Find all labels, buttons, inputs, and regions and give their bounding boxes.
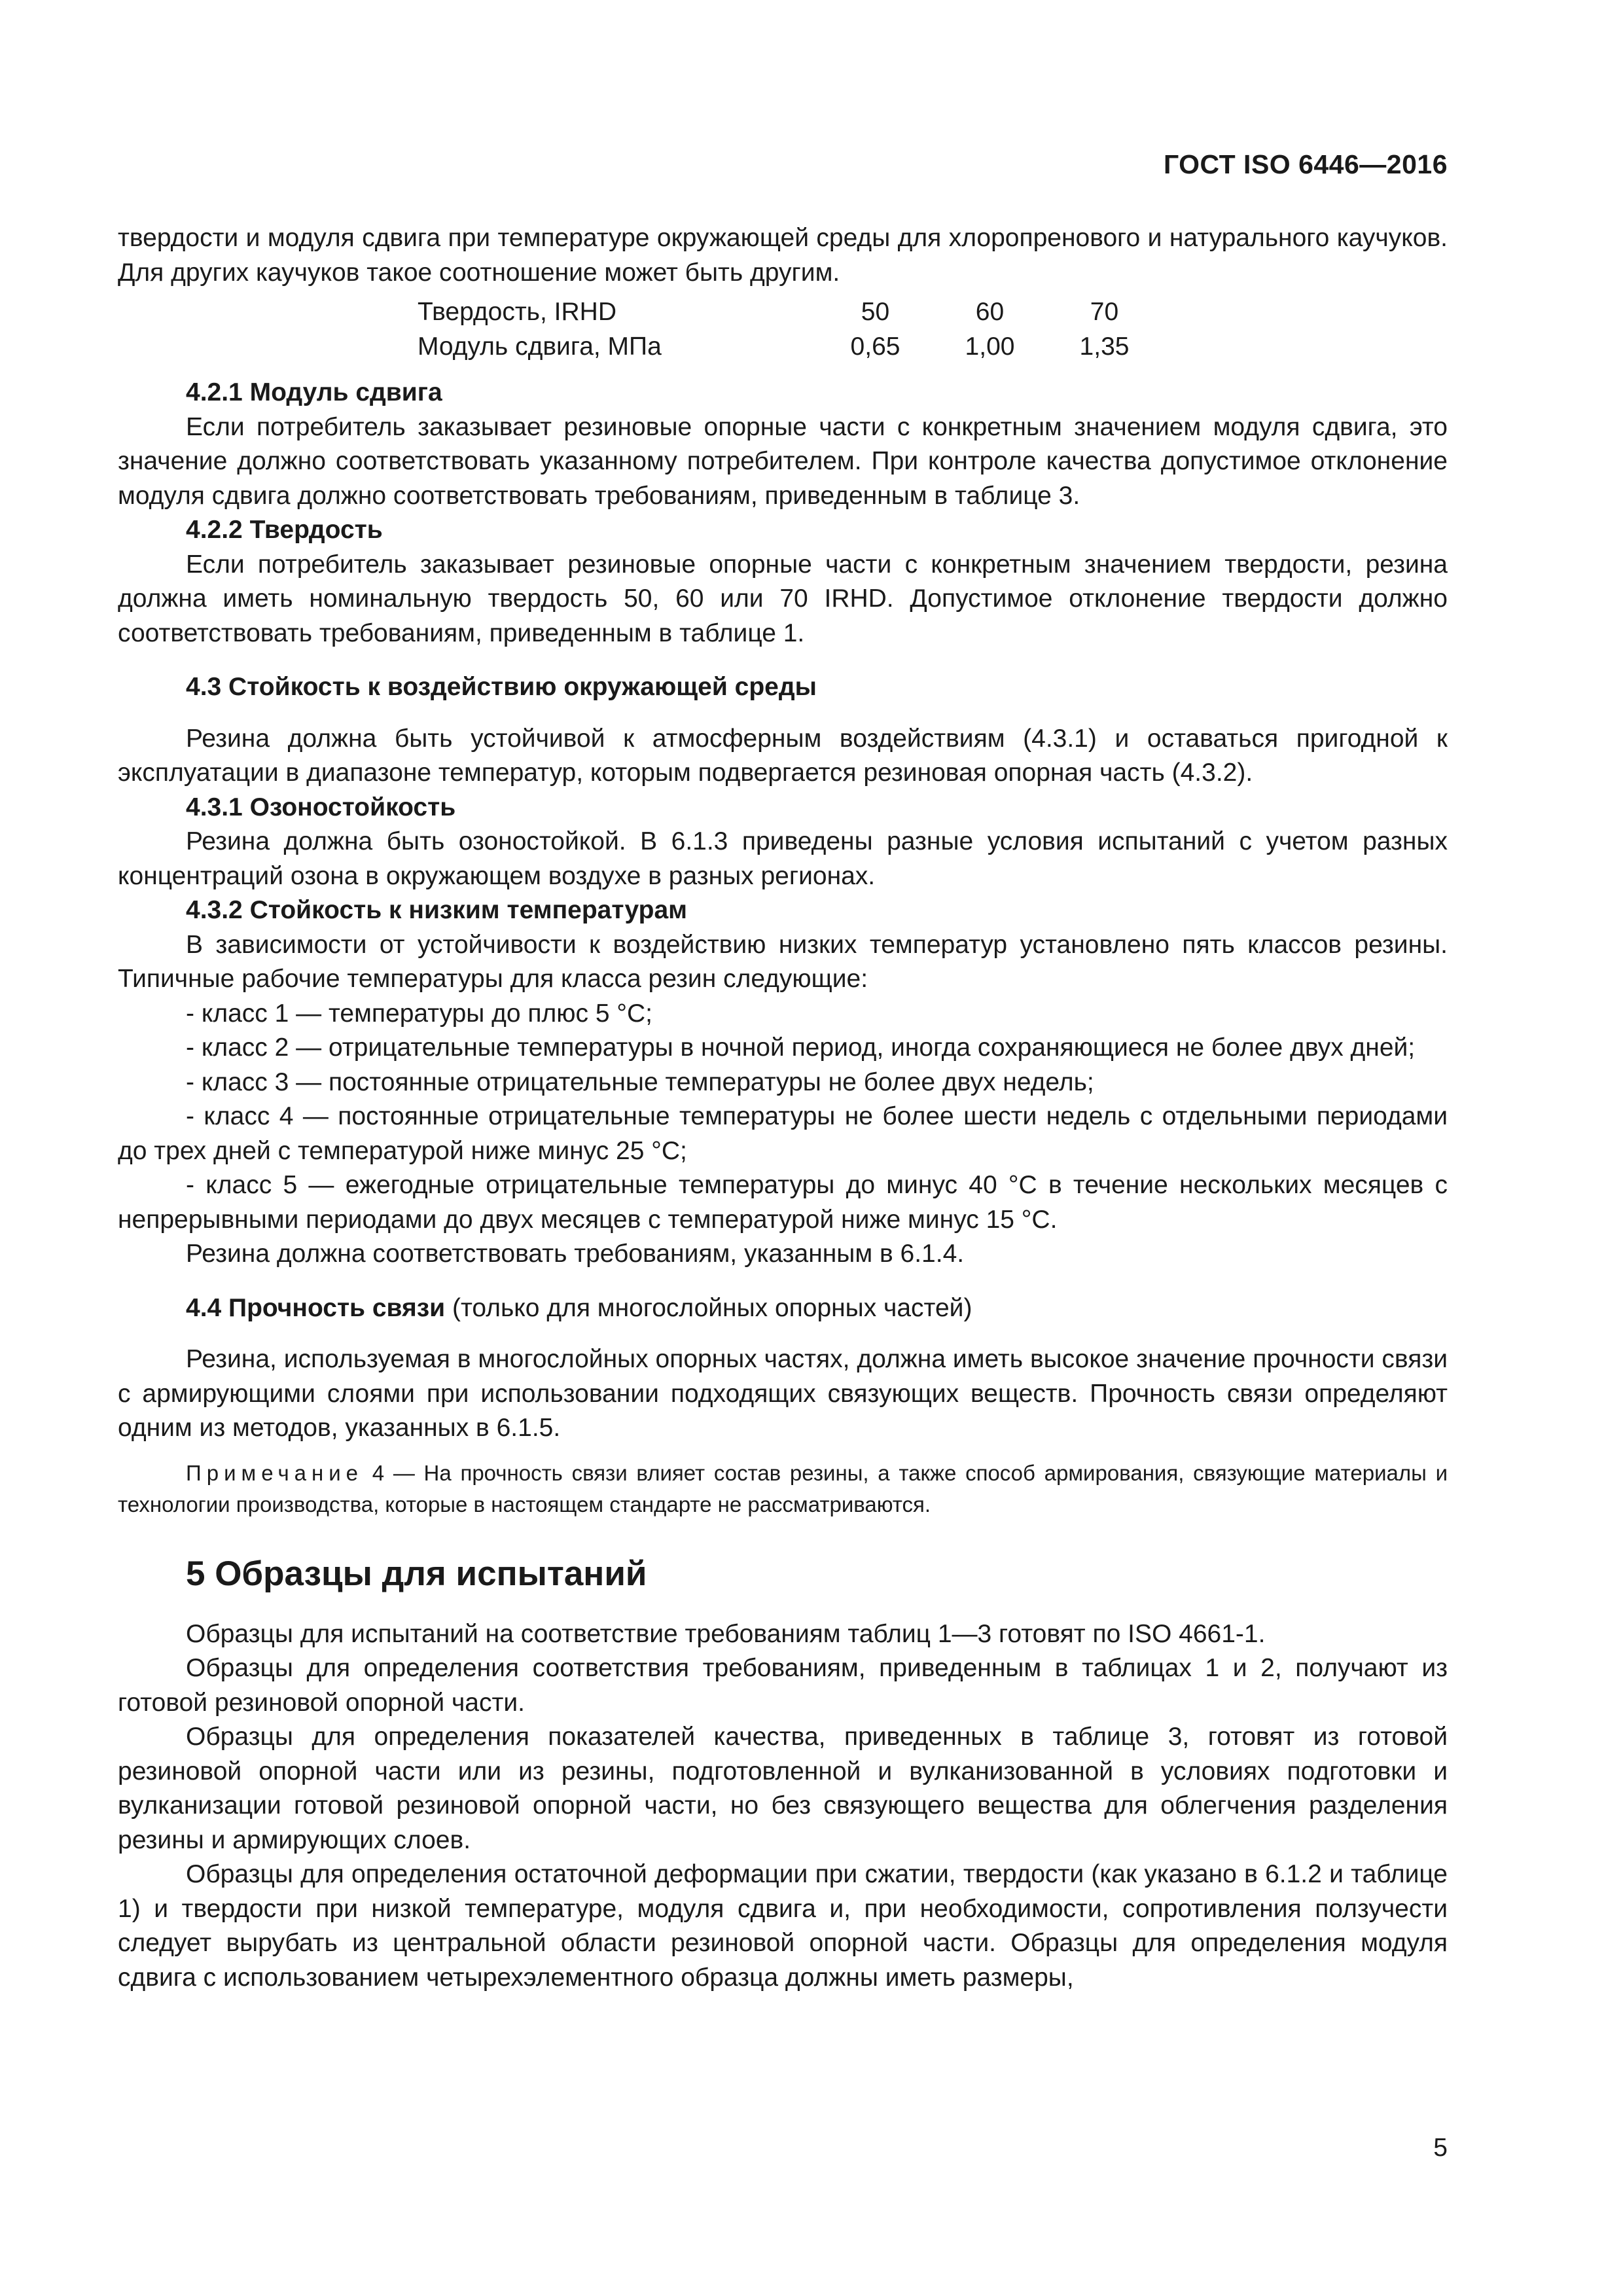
- row-label: Модуль сдвига, МПа: [418, 332, 662, 361]
- table-cell: 70: [1090, 298, 1119, 326]
- paragraph-4-3-2-closing: Резина должна соответствовать требованиям, указанным в 6.1.4.: [186, 1240, 965, 1268]
- heading-4-3-1: 4.3.1 Озоностойкость: [186, 793, 456, 821]
- table-cell: 1,35: [1079, 332, 1130, 361]
- heading-4-4: [118, 1291, 1448, 1326]
- list-item: - класс 4 — постоянные отрицательные температуры не более шести недель с отдельными периодами до трех дней с температурой ниже минус 25 °С;: [118, 1102, 1448, 1165]
- paragraph-5-2: Образцы для определения соответствия требованиям, приведенным в таблицах 1 и 2, получают из готовой резиновой опорной части.: [118, 1654, 1448, 1717]
- paragraph-4-3-1: Резина должна быть озоностойкой. В 6.1.3 приведены разные условия испытаний с учетом разных концентраций озона в окружающем воздухе в разных регионах.: [118, 827, 1448, 890]
- paragraph-4-2-1: Если потребитель заказывает резиновые опорные части с конкретным значением модуля сдвига, это значение должно соответствовать указанному потребителем. При контроле качества допустимое отклонение модуля сдвига должно соответствовать требованиям, приведенным в таблице 3.: [118, 412, 1448, 510]
- table-cell: 0,65: [850, 332, 901, 361]
- hardness-modulus-table: [418, 295, 1162, 364]
- paragraph-5-3: Образцы для определения показателей качества, приведенных в таблице 3, готовят из готовой резиновой опорной части или из резины, подготовленной и вулканизованной в условиях подготовки и вулканизации готовой резиновой опорной части, но без связующего вещества для облегчения разделения резины и армирующих слоев.: [118, 1723, 1448, 1854]
- heading-4-3-2: 4.3.2 Стойкость к низким температурам: [186, 896, 687, 924]
- row-label: Твердость, IRHD: [418, 298, 617, 326]
- list-item: - класс 3 — постоянные отрицательные температуры не более двух недель;: [186, 1067, 1094, 1096]
- list-item: - класс 5 — ежегодные отрицательные температуры до минус 40 °С в течение нескольких месяцев с непрерывными периодами до двух месяцев с температурой ниже минус 15 °С.: [118, 1171, 1448, 1234]
- paragraph-4-3: Резина должна быть устойчивой к атмосферным воздействиям (4.3.1) и оставаться пригодной к эксплуатации в диапазоне температур, которым подвергается резиновая опорная часть (4.3.2).: [118, 724, 1448, 787]
- note-4: [118, 1458, 1448, 1520]
- note-label: Примечание: [186, 1460, 364, 1485]
- page-content: [118, 221, 1448, 1995]
- document-header: ГОСТ ISO 6446—2016: [1163, 149, 1448, 179]
- section-5-title: 5 Образцы для испытаний: [186, 1554, 647, 1593]
- note-text: 4 — На прочность связи влияет состав резины, а также способ армирования, связующие материалы и технологии производства, которые в настоящем стандарте не рассматриваются.: [118, 1460, 1448, 1516]
- page-number: 5: [1433, 2134, 1448, 2162]
- heading-4-3: 4.3 Стойкость к воздействию окружающей среды: [186, 673, 817, 701]
- table-cell: 50: [861, 298, 890, 326]
- list-item: - класс 2 — отрицательные температуры в ночной период, иногда сохраняющиеся не более двух дней;: [186, 1033, 1416, 1062]
- table-row: [418, 295, 1162, 330]
- paragraph-4-3-2: В зависимости от устойчивости к воздействию низких температур установлено пять классов резины. Типичные рабочие температуры для класса резин следующие:: [118, 930, 1448, 993]
- intro-paragraph: твердости и модуля сдвига при температуре окружающей среды для хлоропренового и натурального каучуков. Для других каучуков такое соотношение может быть другим.: [118, 224, 1448, 287]
- heading-4-2-2: 4.2.2 Твердость: [186, 516, 383, 544]
- heading-4-2-1: 4.2.1 Модуль сдвига: [186, 378, 442, 406]
- paragraph-5-1: Образцы для испытаний на соответствие требованиям таблиц 1—3 готовят по ISO 4661-1.: [186, 1619, 1266, 1648]
- paragraph-4-4: Резина, используемая в многослойных опорных частях, должна иметь высокое значение прочности связи с армирующими слоями при использовании подходящих связующих веществ. Прочность связи определяют одним из методов, указанных в 6.1.5.: [118, 1345, 1448, 1442]
- table-cell: 60: [975, 298, 1005, 326]
- list-item: - класс 1 — температуры до плюс 5 °С;: [186, 999, 653, 1028]
- table-row: [418, 330, 1162, 365]
- paragraph-4-2-2: Если потребитель заказывает резиновые опорные части с конкретным значением твердости, резина должна иметь номинальную твердость 50, 60 или 70 IRHD. Допустимое отклонение твердости должно соответствовать требованиям, приведенным в таблице 1.: [118, 550, 1448, 647]
- table-cell: 1,00: [965, 332, 1015, 361]
- heading-4-4-title: 4.4 Прочность связи: [186, 1293, 446, 1322]
- heading-4-4-suffix: (только для многослойных опорных частей): [445, 1293, 972, 1322]
- paragraph-5-4: Образцы для определения остаточной деформации при сжатии, твердости (как указано в 6.1.2 и таблице 1) и твердости при низкой температуре, модуля сдвига и, при необходимости, сопротивления ползучести следует вырубать из центральной области резиновой опорной части. Образцы для определения модуля сдвига с использованием четырехэлементного образца должны иметь размеры,: [118, 1860, 1448, 1992]
